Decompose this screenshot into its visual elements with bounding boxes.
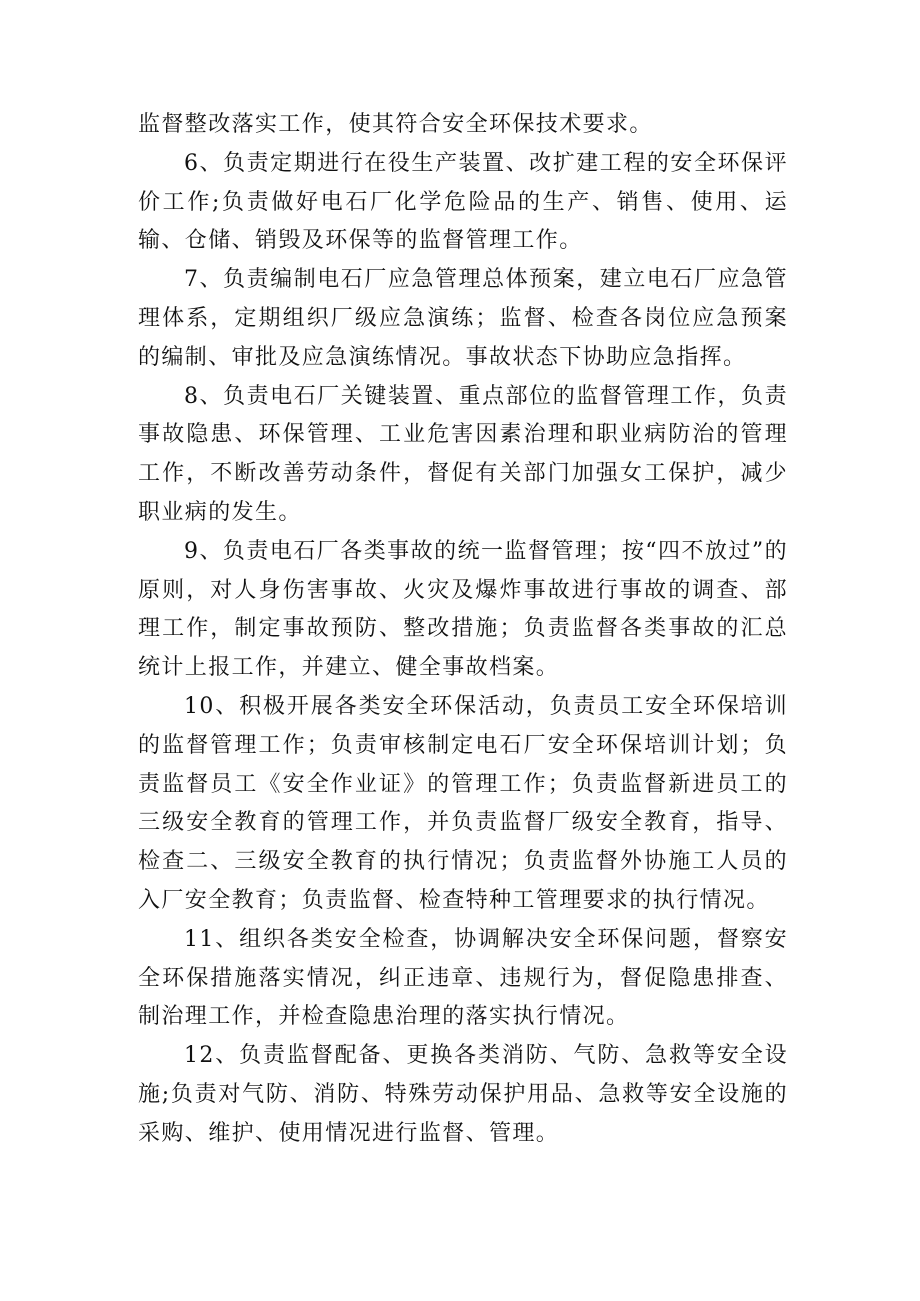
- paragraph-continued: 监督整改落实工作，使其符合安全环保技术要求。: [138, 112, 653, 137]
- paragraph-item-7: 7、负责编制电石厂应急管理总体预案，建立电石厂应急管理体系，定期组织厂级应急演练；监督、检查各岗位应急预案的编制、审批及应急演练情况。事故状态下协助应急指挥。: [138, 267, 788, 370]
- paragraph-item-12: 12、负责监督配备、更换各类消防、气防、急救等安全设施;负责对气防、消防、特殊劳动保护用品、急救等安全设施的采购、维护、使用情况进行监督、管理。: [138, 1043, 788, 1146]
- document-page: [138, 106, 788, 1154]
- paragraph-item-6: 6、负责定期进行在役生产装置、改扩建工程的安全环保评价工作;负责做好电石厂化学危险品的生产、销售、使用、运输、仓储、销毁及环保等的监督管理工作。: [138, 150, 788, 254]
- paragraph-item-11: 11、组织各类安全检查，协调解决安全环保问题，督察安全环保措施落实情况，纠正违章、违规行为，督促隐患排查、制治理工作，并检查隐患治理的落实执行情况。: [138, 926, 788, 1030]
- paragraph-item-10: 10、积极开展各类安全环保活动，负责员工安全环保培训的监督管理工作；负责审核制定电石厂安全环保培训计划；负责监督员工《安全作业证》的管理工作；负责监督新进员工的三级安全教育的管理工作，并负责监督厂级安全教育，指导、检查二、三级安全教育的执行情况；负责监督外协施工人员的入厂安全教育；负责监督、检查特种工管理要求的执行情况。: [138, 693, 788, 913]
- paragraph-item-8: 8、负责电石厂关键装置、重点部位的监督管理工作，负责事故隐患、环保管理、工业危害因素治理和职业病防治的管理工作，不断改善劳动条件，督促有关部门加强女工保护，减少职业病的发生。: [138, 383, 788, 525]
- paragraph-item-9: 9、负责电石厂各类事故的统一监督管理；按“四不放过”的原则，对人身伤害事故、火灾及爆炸事故进行事故的调查、部理工作，制定事故预防、整改措施；负责监督各类事故的汇总统计上报工作，并建立、健全事故档案。: [138, 538, 788, 681]
